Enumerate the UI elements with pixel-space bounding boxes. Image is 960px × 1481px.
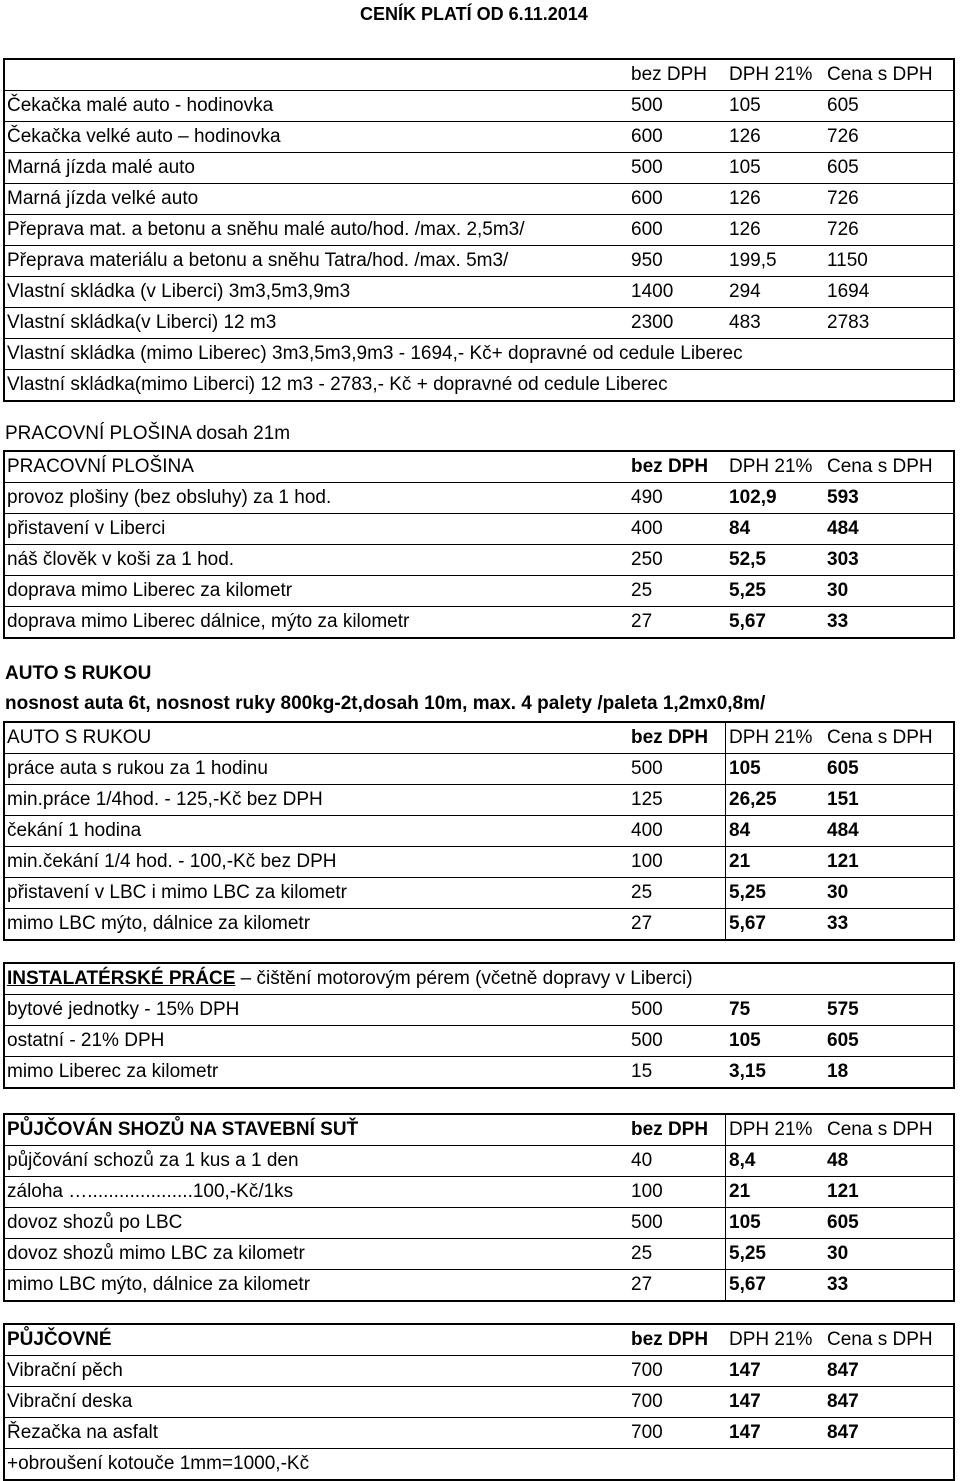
row-label: přistavení v LBC i mimo LBC za kilometr	[7, 882, 347, 903]
row-cena: 30	[827, 882, 849, 903]
row-label: Marná jízda velké auto	[7, 188, 199, 209]
row-dph: 21	[729, 1181, 751, 1202]
row-cena: 484	[827, 518, 859, 539]
table-row	[5, 545, 953, 576]
col-cena: Cena s DPH	[827, 456, 933, 477]
table-row	[5, 277, 953, 308]
note-text: Vlastní skládka (mimo Liberec) 3m3,5m3,9m3 - 1694,- Kč+ dopravné od cedule Liberec	[7, 343, 743, 364]
row-bez: 700	[631, 1422, 663, 1443]
row-cena: 30	[827, 580, 849, 601]
row-bez: 100	[631, 851, 663, 872]
row-label: min.čekání 1/4 hod. - 100,-Kč bez DPH	[7, 851, 337, 872]
table-row	[5, 1387, 953, 1418]
row-label: Řezačka na asfalt	[7, 1422, 159, 1443]
table-header	[5, 964, 953, 995]
row-bez: 100	[631, 1181, 663, 1202]
table-row	[5, 184, 953, 215]
col-bez-dph: bez DPH	[631, 1119, 709, 1140]
table-row	[5, 1239, 953, 1270]
table-row	[5, 607, 953, 637]
table-header-label	[7, 968, 693, 990]
row-bez: 500	[631, 999, 663, 1020]
row-label: práce auta s rukou za 1 hodinu	[7, 758, 268, 779]
table-note-row	[5, 339, 953, 370]
table-row	[5, 1418, 953, 1449]
row-bez: 600	[631, 219, 663, 240]
row-bez: 400	[631, 518, 663, 539]
row-label: mimo LBC mýto, dálnice za kilometr	[7, 1274, 311, 1295]
row-bez: 25	[631, 882, 653, 903]
row-bez: 2300	[631, 312, 674, 333]
row-cena: 33	[827, 611, 849, 632]
row-label: min.práce 1/4hod. - 125,-Kč bez DPH	[7, 789, 323, 810]
col-bez-dph: bez DPH	[631, 1329, 709, 1350]
row-label: dovoz shozů mimo LBC za kilometr	[7, 1243, 305, 1264]
row-dph: 5,25	[729, 1243, 766, 1264]
row-bez: 500	[631, 758, 663, 779]
row-dph: 5,25	[729, 580, 766, 601]
section-heading-platform: PRACOVNÍ PLOŠINA dosah 21m	[5, 423, 291, 444]
row-bez: 125	[631, 789, 663, 810]
table-row	[5, 995, 953, 1026]
row-cena: 726	[827, 188, 859, 209]
table-chutes	[3, 1113, 955, 1302]
row-label: Vibrační deska	[7, 1391, 133, 1412]
row-cena: 726	[827, 219, 859, 240]
table-header-label: PŮJČOVNÉ	[7, 1329, 112, 1350]
row-bez: 25	[631, 1243, 653, 1264]
section-heading-crane: AUTO S RUKOU	[5, 663, 152, 684]
row-label: provoz plošiny (bez obsluhy) za 1 hod.	[7, 487, 332, 508]
col-cena: Cena s DPH	[827, 64, 933, 85]
table-header	[5, 723, 953, 754]
row-bez: 400	[631, 820, 663, 841]
row-dph: 3,15	[729, 1061, 766, 1082]
row-cena: 48	[827, 1150, 849, 1171]
row-cena: 18	[827, 1061, 849, 1082]
row-cena: 847	[827, 1422, 859, 1443]
table-crane	[3, 721, 955, 941]
row-dph: 5,67	[729, 611, 766, 632]
row-label: Přeprava materiálu a betonu a sněhu Tatra/hod. /max. 5m3/	[7, 250, 509, 271]
row-bez: 250	[631, 549, 663, 570]
table-row	[5, 1208, 953, 1239]
table-row	[5, 122, 953, 153]
table-header-label: PŮJČOVÁN SHOZŮ NA STAVEBNÍ SUŤ	[7, 1119, 359, 1140]
row-dph: 294	[729, 281, 761, 302]
row-dph: 147	[729, 1391, 761, 1412]
row-bez: 25	[631, 580, 653, 601]
table-row	[5, 215, 953, 246]
table-plumbing	[3, 962, 955, 1089]
col-cena: Cena s DPH	[827, 1119, 933, 1140]
row-dph: 105	[729, 1212, 761, 1233]
col-bez-dph: bez DPH	[631, 64, 708, 85]
row-label: čekání 1 hodina	[7, 820, 142, 841]
col-dph: DPH 21%	[729, 456, 813, 477]
row-label: Vlastní skládka (v Liberci) 3m3,5m3,9m3	[7, 281, 351, 302]
row-dph: 105	[729, 1030, 761, 1051]
table-row	[5, 909, 953, 939]
row-label: Přeprava mat. a betonu a sněhu malé auto/hod. /max. 2,5m3/	[7, 219, 525, 240]
table-row	[5, 878, 953, 909]
row-cena: 847	[827, 1391, 859, 1412]
table-row	[5, 576, 953, 607]
page-title: CENÍK PLATÍ OD 6.11.2014	[360, 4, 588, 24]
table-header-label: AUTO S RUKOU	[7, 727, 152, 748]
col-dph: DPH 21%	[729, 1329, 813, 1350]
row-label: doprava mimo Liberec za kilometr	[7, 580, 293, 601]
table-row	[5, 816, 953, 847]
row-bez: 700	[631, 1391, 663, 1412]
row-dph: 199,5	[729, 250, 777, 271]
row-label: bytové jednotky - 15% DPH	[7, 999, 240, 1020]
row-bez: 600	[631, 126, 663, 147]
note-text: Vlastní skládka(mimo Liberci) 12 m3 - 2783,- Kč + dopravné od cedule Liberec	[7, 374, 668, 395]
row-cena: 605	[827, 1030, 859, 1051]
plumbing-subtitle: – čištění motorovým pérem (včetně dopravy v Liberci)	[235, 968, 693, 989]
row-cena: 33	[827, 913, 849, 934]
table-transport	[3, 58, 955, 402]
row-dph: 26,25	[729, 789, 777, 810]
row-label: mimo LBC mýto, dálnice za kilometr	[7, 913, 311, 934]
col-dph: DPH 21%	[729, 1119, 813, 1140]
row-dph: 105	[729, 95, 761, 116]
table-row	[5, 1356, 953, 1387]
row-dph: 75	[729, 999, 751, 1020]
row-dph: 105	[729, 157, 761, 178]
row-cena: 726	[827, 126, 859, 147]
table-note-row	[5, 1449, 953, 1479]
row-cena: 593	[827, 487, 859, 508]
row-dph: 483	[729, 312, 761, 333]
row-dph: 52,5	[729, 549, 766, 570]
row-dph: 147	[729, 1422, 761, 1443]
table-row	[5, 91, 953, 122]
row-label: náš člověk v koši za 1 hod.	[7, 549, 235, 570]
row-label: půjčování schozů za 1 kus a 1 den	[7, 1150, 299, 1171]
row-label: Čekačka velké auto – hodinovka	[7, 126, 281, 147]
row-bez: 27	[631, 1274, 653, 1295]
row-cena: 847	[827, 1360, 859, 1381]
row-cena: 1694	[827, 281, 870, 302]
table-rental	[3, 1323, 955, 1481]
row-label: Marná jízda malé auto	[7, 157, 195, 178]
row-dph: 105	[729, 758, 761, 779]
table-header	[5, 452, 953, 483]
table-header	[5, 1115, 953, 1146]
col-dph: DPH 21%	[729, 727, 813, 748]
row-bez: 950	[631, 250, 663, 271]
row-cena: 575	[827, 999, 859, 1020]
col-bez-dph: bez DPH	[631, 456, 709, 477]
row-cena: 605	[827, 157, 859, 178]
row-cena: 2783	[827, 312, 870, 333]
row-label: mimo Liberec za kilometr	[7, 1061, 219, 1082]
row-dph: 84	[729, 518, 751, 539]
row-cena: 30	[827, 1243, 849, 1264]
row-bez: 700	[631, 1360, 663, 1381]
row-cena: 484	[827, 820, 859, 841]
row-label: Čekačka malé auto - hodinovka	[7, 95, 274, 116]
row-dph: 5,67	[729, 913, 766, 934]
row-cena: 605	[827, 1212, 859, 1233]
row-bez: 600	[631, 188, 663, 209]
row-cena: 151	[827, 789, 859, 810]
row-dph: 126	[729, 219, 761, 240]
row-dph: 8,4	[729, 1150, 756, 1171]
row-label: přistavení v Liberci	[7, 518, 166, 539]
table-header	[5, 1325, 953, 1356]
section-subheading-crane: nosnost auta 6t, nosnost ruky 800kg-2t,dosah 10m, max. 4 palety /paleta 1,2mx0,8m/	[5, 693, 766, 714]
row-label: ostatní - 21% DPH	[7, 1030, 165, 1051]
row-cena: 605	[827, 758, 859, 779]
col-cena: Cena s DPH	[827, 727, 933, 748]
row-bez: 500	[631, 1212, 663, 1233]
table-header	[5, 60, 953, 91]
row-label: Vibrační pěch	[7, 1360, 123, 1381]
plumbing-title: INSTALATÉRSKÉ PRÁCE	[7, 968, 236, 989]
row-bez: 490	[631, 487, 663, 508]
row-bez: 15	[631, 1061, 653, 1082]
row-dph: 147	[729, 1360, 761, 1381]
row-label: dovoz shozů po LBC	[7, 1212, 183, 1233]
row-cena: 303	[827, 549, 859, 570]
row-bez: 1400	[631, 281, 674, 302]
table-row	[5, 308, 953, 339]
row-cena: 121	[827, 851, 859, 872]
col-dph: DPH 21%	[729, 64, 813, 85]
col-bez-dph: bez DPH	[631, 727, 709, 748]
table-platform	[3, 450, 955, 639]
table-row	[5, 754, 953, 785]
row-bez: 500	[631, 1030, 663, 1051]
row-dph: 5,67	[729, 1274, 766, 1295]
table-row	[5, 1177, 953, 1208]
table-row	[5, 1146, 953, 1177]
table-row	[5, 847, 953, 878]
row-dph: 21	[729, 851, 751, 872]
table-header-label: PRACOVNÍ PLOŠINA	[7, 456, 194, 477]
table-row	[5, 483, 953, 514]
table-row	[5, 1057, 953, 1087]
table-note-row	[5, 370, 953, 400]
table-row	[5, 246, 953, 277]
col-cena: Cena s DPH	[827, 1329, 933, 1350]
row-label: Vlastní skládka(v Liberci) 12 m3	[7, 312, 277, 333]
row-dph: 5,25	[729, 882, 766, 903]
row-cena: 121	[827, 1181, 859, 1202]
row-dph: 126	[729, 188, 761, 209]
table-row	[5, 1026, 953, 1057]
row-bez: 27	[631, 611, 653, 632]
note-text: +obroušení kotouče 1mm=1000,-Kč	[7, 1453, 310, 1474]
row-bez: 40	[631, 1150, 653, 1171]
row-bez: 27	[631, 913, 653, 934]
row-bez: 500	[631, 157, 663, 178]
row-cena: 1150	[827, 250, 868, 271]
row-label: záloha …....................100,-Kč/1ks	[7, 1181, 294, 1202]
row-cena: 605	[827, 95, 859, 116]
table-row	[5, 514, 953, 545]
table-row	[5, 1270, 953, 1300]
row-bez: 500	[631, 95, 663, 116]
row-label: doprava mimo Liberec dálnice, mýto za kilometr	[7, 611, 410, 632]
row-dph: 102,9	[729, 487, 777, 508]
row-cena: 33	[827, 1274, 849, 1295]
row-dph: 126	[729, 126, 761, 147]
table-row	[5, 153, 953, 184]
table-row	[5, 785, 953, 816]
row-dph: 84	[729, 820, 751, 841]
